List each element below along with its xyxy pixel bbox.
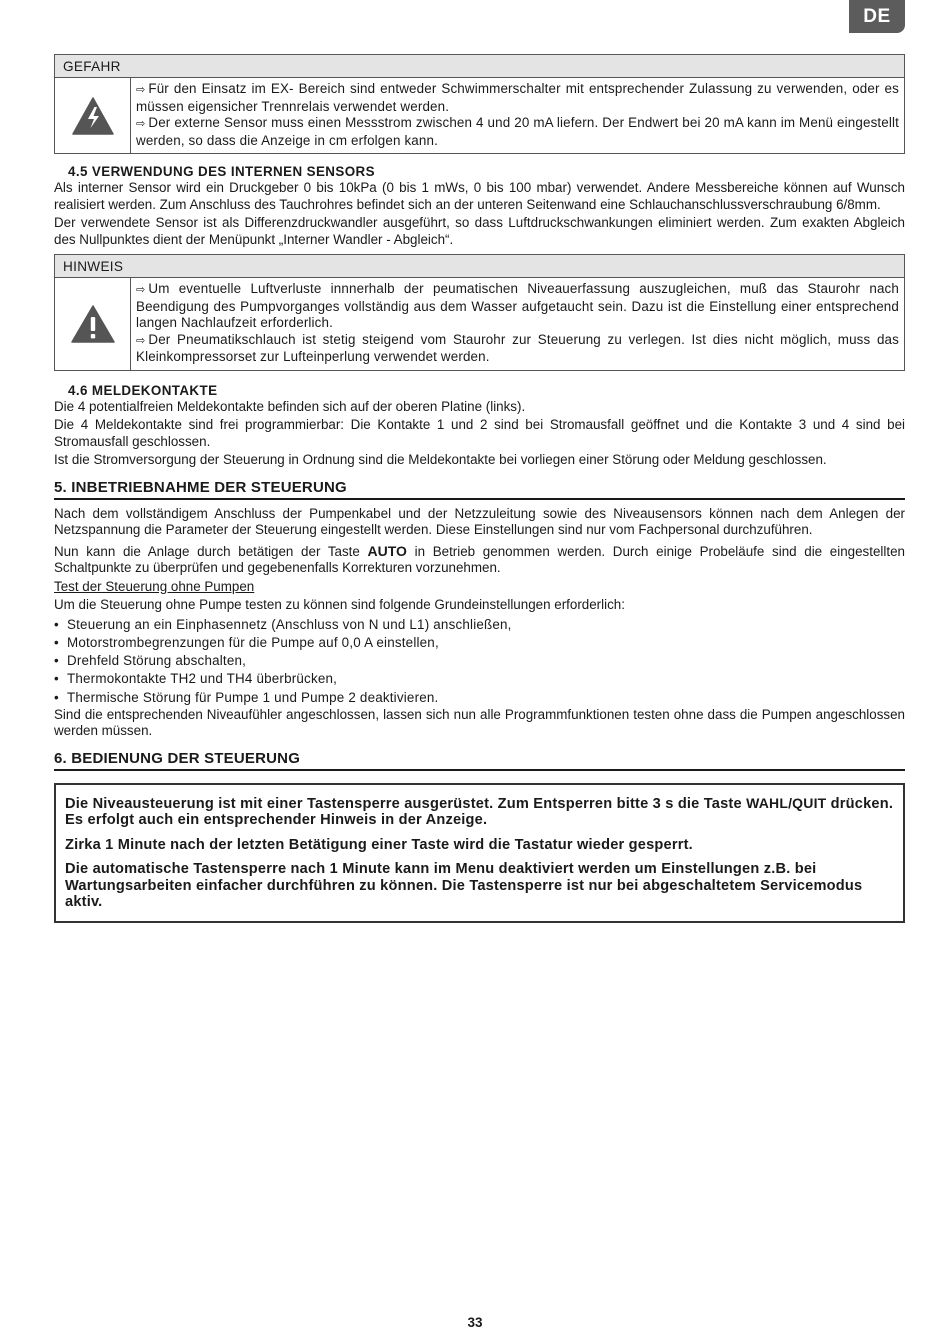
section-5-title: 5. INBETRIEBNAHME DER STEUERUNG	[54, 479, 905, 500]
section-4-6-paragraph-2: Die 4 Meldekontakte sind frei programmierbar: Die Kontakte 1 und 2 sind bei Stromausfall geöffnet und die Kontakte 3 und 4 sind bei Stromausfall geschlossen.	[54, 417, 905, 449]
section-5-closing: Sind die entsprechenden Niveaufühler angeschlossen, lassen sich nun alle Programmfunktionen testen ohne dass die Pumpen angeschlossen werden müssen.	[54, 706, 905, 739]
section-4-6-paragraph-3: Ist die Stromversorgung der Steuerung in Ordnung sind die Meldekontakte bei vorliegen einer Störung oder Meldung geschlossen.	[54, 452, 827, 467]
key-lock-paragraph-2: Zirka 1 Minute nach der letzten Betätigung einer Taste wird die Tastatur wieder gesperrt.	[65, 836, 693, 853]
list-item: • Motorstrombegrenzungen für die Pumpe auf 0,0 A einstellen,	[54, 634, 905, 652]
arrow-right-icon: ⇨	[136, 333, 146, 347]
danger-line-1: ⇨ Für den Einsatz im EX- Bereich sind entweder Schwimmerschalter mit entsprechender Zulassung zu verwenden, oder es müssen eigensicher Trennrelais verwendet werden.	[136, 81, 899, 114]
wahl-quit-key-label: WAHL/QUIT	[746, 794, 827, 811]
section-5-paragraph-1: Nach dem vollständigem Anschluss der Pumpenkabel und der Netzzuleitung sowie des Niveausensors können nach dem Anlegen der Netzspannung die Parameter der Steuerung eingestellt werden. Diese Einstellungen sind nur vom Fachpersonal durchzuführen.	[54, 505, 905, 537]
section-4-5-title: 4.5 VERWENDUNG DES INTERNEN SENSORS	[68, 164, 375, 179]
arrow-right-icon: ⇨	[136, 117, 146, 130]
section-5-paragraph-2: Nun kann die Anlage durch betätigen der Taste AUTO in Betrieb genommen werden. Durch einige Probeläufe sind die eingestellten Schaltpunkte zu überprüfen und gegebenenfalls Korrekturen vorzunehmen.	[54, 542, 905, 575]
auto-key-label: AUTO	[367, 542, 407, 559]
danger-line-2: ⇨ Der externe Sensor muss einen Messstrom zwischen 4 und 20 mA liefern. Der Endwert bei 20 mA kann im Menü eingestellt werden, so dass die Anzeige in cm erfolgen kann.	[136, 115, 899, 148]
list-item: • Drehfeld Störung abschalten,	[54, 652, 905, 670]
danger-header: GEFAHR	[55, 55, 904, 78]
section-4-5-paragraph-1: Als interner Sensor wird ein Druckgeber 0 bis 10kPa (0 bis 1 mWs, 0 bis 100 mbar) verwendet. Andere Messbereiche können auf Wunsch realisiert werden. Zum Anschluss des Tauchrohres befindet sich an der unteren Seitenwand eine Schlauchanschlussverschraubung 6/8mm.	[54, 180, 905, 212]
section-4-5-paragraph-2: Der verwendete Sensor ist als Differenzdruckwandler ausgeführt, so dass Luftdruckschwankungen eliminiert werden. Zum exakten Abgleich des Nullpunktes dient der Menüpunkt „Interner Wandler - Abgleich“.	[54, 215, 905, 247]
test-intro: Um die Steuerung ohne Pumpe testen zu können sind folgende Grundeinstellungen erforderlich:	[54, 597, 625, 612]
page-content	[54, 54, 905, 923]
section-4-6-paragraph-1: Die 4 potentialfreien Meldekontakte befinden sich auf der oberen Platine (links).	[54, 398, 526, 414]
section-4-6-title: 4.6 MELDEKONTAKTE	[68, 382, 218, 398]
hint-line-1: ⇨ Um eventuelle Luftverluste innnerhalb der peumatischen Niveauerfassung auszugleichen, muß das Staurohr nach Beendigung des Pumpvorganges vollständig aus dem Wasser aufgetaucht sein. Dazu ist die Einstellung einer entsprechend langen Nachlaufzeit erforderlich.	[136, 281, 899, 330]
hint-notice	[54, 254, 905, 371]
danger-notice	[54, 54, 905, 154]
list-item: • Steuerung an ein Einphasennetz (Anschluss von N und L1) anschließen,	[54, 616, 905, 634]
arrow-right-icon: ⇨	[136, 283, 146, 296]
arrow-right-icon: ⇨	[136, 83, 146, 96]
electric-hazard-icon	[55, 78, 131, 153]
language-badge: DE	[849, 0, 905, 33]
hint-header: HINWEIS	[55, 255, 904, 278]
list-item: • Thermokontakte TH2 und TH4 überbrücken,	[54, 670, 905, 688]
hint-line-2: ⇨ Der Pneumatikschlauch ist stetig steigend vom Staurohr zur Steuerung zu verlegen. Ist dies nicht möglich, muss das Kleinkompressorset zur Lufteinperlung verwendet werden.	[136, 331, 899, 364]
key-lock-paragraph-3: Die automatische Tastensperre nach 1 Minute kann im Menu deaktiviert werden um Einstellungen z.B. bei Wartungsarbeiten einfacher durchführen zu können. Die Tastensperre ist nur bei abgeschaltetem Servicemodus aktiv.	[65, 861, 863, 911]
section-6-title: 6. BEDIENUNG DER STEUERUNG	[54, 750, 905, 771]
list-item: • Thermische Störung für Pumpe 1 und Pumpe 2 deaktivieren.	[54, 689, 905, 707]
test-settings-list	[54, 616, 905, 707]
warning-exclamation-icon	[55, 278, 131, 370]
key-lock-info-box	[54, 783, 905, 923]
key-lock-paragraph-1: Die Niveausteuerung ist mit einer Tastensperre ausgerüstet. Zum Entsperren bitte 3 s die Taste WAHL/QUIT drücken. Es erfolgt auch ein entsprechender Hinweis in der Anzeige.	[65, 794, 894, 829]
page-number: 33	[467, 1315, 483, 1330]
test-heading: Test der Steuerung ohne Pumpen	[54, 578, 255, 594]
